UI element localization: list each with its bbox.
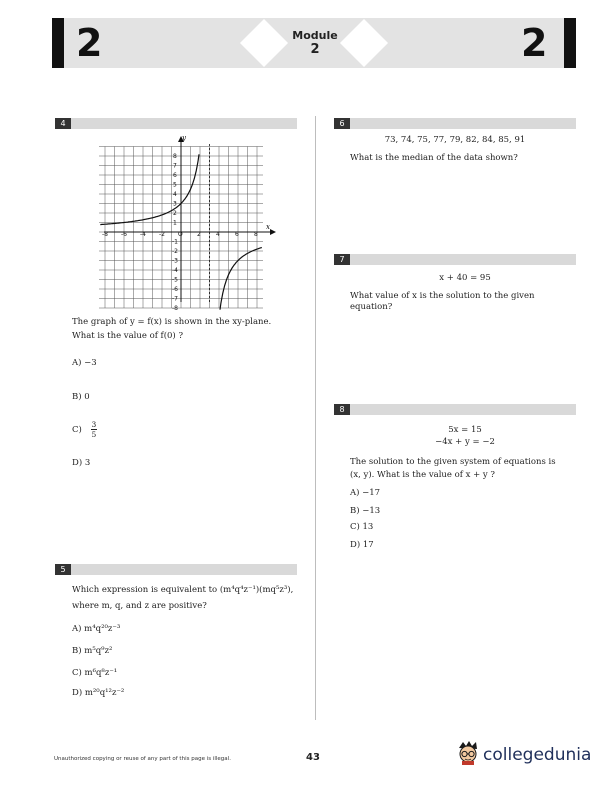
y-tick-label: 2	[173, 210, 177, 217]
q4-choice-c-den: 5	[91, 430, 97, 439]
q7-number: 7	[334, 254, 350, 265]
y-tick-label: -7	[172, 295, 178, 303]
q6-number: 6	[334, 118, 350, 129]
header-left-number: 2	[76, 21, 103, 65]
q6-data-line: 73, 74, 75, 77, 79, 82, 84, 85, 91	[384, 135, 526, 145]
y-tick-label: 1	[173, 219, 177, 227]
q5-choice-b[interactable]: B) m⁵q⁹z²	[72, 646, 113, 656]
x-tick-label: 4	[216, 231, 220, 238]
q8-choice-b[interactable]: B) −13	[350, 506, 381, 516]
y-tick-label: -6	[172, 286, 178, 293]
q4-stem-line1: The graph of y = f(x) is shown in the xy-plane.	[72, 317, 272, 327]
x-tick-label: -4	[140, 231, 146, 238]
q5-stem-line1: Which expression is equivalent to (m⁴q⁴z⁻¹)(mq⁵z³),	[72, 585, 294, 595]
y-tick-label: 3	[173, 200, 177, 208]
q7-equation: x + 40 = 95	[439, 273, 491, 283]
graph-tick-labels	[102, 153, 258, 312]
q8-eq2: −4x + y = −2	[435, 437, 495, 447]
module-label: Module	[292, 29, 338, 42]
q8-choice-d[interactable]: D) 17	[350, 540, 374, 550]
q8-stem-line2: (x, y). What is the value of x + y ?	[350, 470, 495, 480]
footer-page-number: 43	[306, 752, 320, 763]
q4-choice-c-label: C)	[72, 425, 82, 435]
collegedunia-logo-icon	[455, 740, 481, 766]
header-left-bar	[52, 18, 64, 68]
q5-choice-d[interactable]: D) m²⁰q¹²z⁻²	[72, 688, 125, 698]
module-number: 2	[310, 42, 320, 57]
q8-eq1: 5x = 15	[448, 425, 482, 435]
graph-x-label: x	[266, 223, 270, 231]
q6-bar	[334, 118, 576, 129]
y-tick-label: -3	[172, 257, 178, 265]
q4-choice-c[interactable]	[72, 420, 97, 439]
x-tick-label: 8	[254, 231, 258, 238]
q5-choice-c[interactable]: C) m⁶q⁸z⁻¹	[72, 668, 118, 678]
y-tick-label: -1	[172, 238, 178, 246]
q6-stem: What is the median of the data shown?	[350, 153, 518, 163]
q4-choice-c-fraction	[91, 420, 98, 439]
y-tick-label: 8	[173, 153, 177, 160]
footer-copyright: Unauthorized copying or reuse of any part of this page is illegal.	[54, 756, 231, 762]
q7-stem-line1: What value of x is the solution to the given	[350, 291, 535, 301]
graph-y-label: y	[182, 134, 186, 142]
q4-stem-line2: What is the value of f(0) ?	[72, 331, 184, 341]
x-tick-label: -8	[102, 231, 108, 238]
y-tick-label: -5	[172, 276, 178, 284]
q8-choice-a[interactable]: A) −17	[350, 488, 381, 498]
x-axis-arrow	[270, 229, 276, 235]
q5-bar	[55, 564, 297, 575]
x-tick-label: O	[178, 231, 183, 238]
q8-bar	[334, 404, 576, 415]
q4-choice-c-num: 3	[91, 420, 97, 429]
q8-choice-c[interactable]: C) 13	[350, 522, 374, 532]
q7-bar	[334, 254, 576, 265]
footer-brand[interactable]: collegedunia	[483, 745, 592, 765]
curve-right-branch	[220, 248, 262, 310]
y-tick-label: 7	[173, 162, 177, 170]
y-tick-label: -8	[172, 305, 178, 312]
q4-number: 4	[55, 118, 71, 129]
x-tick-label: 2	[197, 231, 201, 238]
q4-choice-a[interactable]: A) −3	[72, 358, 97, 368]
graph-svg	[94, 132, 280, 312]
q5-choice-a[interactable]: A) m⁴q²⁰z⁻³	[72, 624, 121, 634]
curve-left-branch	[100, 154, 199, 224]
q4-graph	[94, 132, 280, 312]
y-tick-label: -4	[172, 267, 178, 274]
q8-number: 8	[334, 404, 350, 415]
header-right-bar	[564, 18, 576, 68]
q4-choice-b[interactable]: B) 0	[72, 392, 90, 402]
q5-stem-line2: where m, q, and z are positive?	[72, 601, 207, 611]
column-divider	[315, 116, 316, 720]
q7-stem-line2: equation?	[350, 302, 393, 312]
q5-number: 5	[55, 564, 71, 575]
y-tick-label: 4	[173, 191, 177, 198]
y-tick-label: -2	[172, 248, 178, 255]
q4-choice-d[interactable]: D) 3	[72, 458, 91, 468]
q4-bar	[55, 118, 297, 129]
y-tick-label: 6	[173, 172, 177, 179]
x-tick-label: 6	[235, 231, 239, 238]
x-tick-label: -6	[121, 231, 127, 238]
q8-stem-line1: The solution to the given system of equations is	[350, 457, 556, 467]
x-tick-label: -2	[159, 231, 165, 238]
header-right-number: 2	[521, 21, 548, 65]
y-tick-label: 5	[173, 181, 177, 189]
